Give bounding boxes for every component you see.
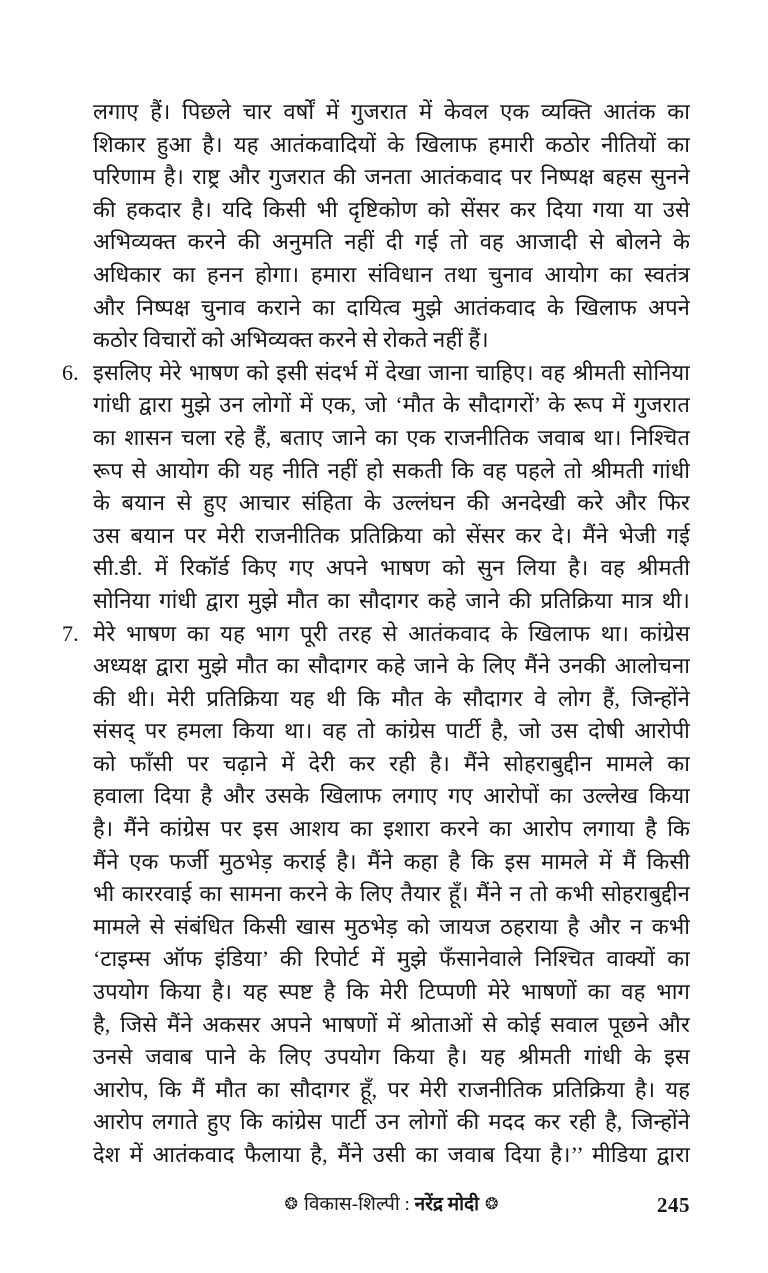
text-line: उस बयान पर मेरी राजनीतिक प्रतिक्रिया को सेंसर कर दे। मैंने भेजी गई <box>93 522 690 548</box>
text-line: मेरे भाषण का यह भाग पूरी तरह से आतंकवाद के खिलाफ था। कांग्रेस <box>93 620 690 646</box>
footer-running-title <box>93 1188 690 1223</box>
numbered-paragraph <box>62 357 690 618</box>
text-line: अभिव्यक्त करने की अनुमति नहीं दी गई तो वह आजादी से बोलने के <box>93 229 690 255</box>
text-line: मामले से संबंधित किसी खास मुठभेड़ को जायज ठहराया है और न कभी <box>93 913 690 939</box>
text-line: की हकदार है। यदि किसी भी दृष्टिकोण को सेंसर कर दिया गया या उसे <box>93 196 690 222</box>
text-line: सी.डी. में रिकॉर्ड किए गए अपने भाषण को सुन लिया है। वह श्रीमती <box>93 555 690 581</box>
numbered-paragraph <box>62 618 690 1172</box>
text-line: को फाँसी पर चढ़ाने में देरी कर रही है। मैंने सोहराबुद्दीन मामले का <box>93 750 690 776</box>
page-footer <box>93 1188 690 1222</box>
paragraph-number: 7. <box>62 620 79 646</box>
text-line: उपयोग किया है। यह स्पष्ट है कि मेरी टिप्पणी मेरे भाषणों का वह भाग <box>93 979 690 1005</box>
text-line: भी काररवाई का सामना करने के लिए तैयार हूँ। मैंने न तो कभी सोहराबुद्दीन <box>93 881 690 907</box>
text-line: है। मैंने कांग्रेस पर इस आशय का इशारा करने का आरोप लगाया है कि <box>93 816 690 842</box>
text-line: गांधी द्वारा मुझे उन लोगों में एक, जो ‘मौत के सौदागरों’ के रूप में गुजरात <box>93 392 690 418</box>
text-line: देश में आतंकवाद फैलाया है, मैंने उसी का जवाब दिया है।’’ मीडिया द्वारा <box>93 1142 690 1167</box>
text-line: ‘टाइम्स ऑफ इंडिया’ की रिपोर्ट में मुझे फँसानेवाले निश्चित वाक्यों का <box>93 946 690 972</box>
text-line: रूप से आयोग की यह नीति नहीं हो सकती कि वह पहले तो श्रीमती गांधी <box>93 457 690 483</box>
text-line: अधिकार का हनन होगा। हमारा संविधान तथा चुनाव आयोग का स्वतंत्र <box>93 261 690 287</box>
text-line: है, जिसे मैंने अकसर अपने भाषणों में श्रोताओं से कोई सवाल पूछने और <box>93 1011 690 1037</box>
continuation-paragraph <box>93 96 690 357</box>
text-line: आरोप, कि मैं मौत का सौदागर हूँ, पर मेरी राजनीतिक प्रतिक्रिया है। यह <box>93 1076 690 1102</box>
text-line: और निष्पक्ष चुनाव कराने का दायित्व मुझे आतंकवाद के खिलाफ अपने <box>93 294 690 320</box>
text-line: लगाए हैं। पिछले चार वर्षों में गुजरात में केवल एक व्यक्ति आतंक का <box>93 99 690 124</box>
text-line: अध्यक्ष द्वारा मुझे मौत का सौदागर कहे जाने के लिए मैंने उनकी आलोचना <box>93 653 690 679</box>
footer-series-label: विकास-शिल्पी : <box>303 1194 410 1215</box>
text-line: कठोर विचारों को अभिव्यक्त करने से रोकते नहीं हैं। <box>93 327 489 353</box>
text-line: मैंने एक फर्जी मुठभेड़ कराई है। मैंने कहा है कि इस मामले में मैं किसी <box>93 848 690 874</box>
text-line: की थी। मेरी प्रतिक्रिया यह थी कि मौत के सौदागर वे लोग हैं, जिन्होंने <box>93 685 690 711</box>
text-line: का शासन चला रहे हैं, बताए जाने का एक राजनीतिक जवाब था। निश्चित <box>93 424 690 450</box>
text-line: संसद् पर हमला किया था। वह तो कांग्रेस पार्टी है, जो उस दोषी आरोपी <box>93 718 690 744</box>
text-line: शिकार हुआ है। यह आतंकवादियों के खिलाफ हमारी कठोर नीतियों का <box>93 131 690 157</box>
ornament-icon: ❂ <box>284 1196 298 1213</box>
ornament-icon: ❂ <box>485 1196 499 1213</box>
text-line: परिणाम है। राष्ट्र और गुजरात की जनता आतंकवाद पर निष्पक्ष बहस सुनने <box>93 164 690 190</box>
text-line: आरोप लगाते हुए कि कांग्रेस पार्टी उन लोगों की मदद कर रही है, जिन्होंने <box>93 1109 690 1135</box>
text-line: इसलिए मेरे भाषण को इसी संदर्भ में देखा जाना चाहिए। वह श्रीमती सोनिया <box>93 359 690 385</box>
text-line: हवाला दिया है और उसके खिलाफ लगाए गए आरोपों का उल्लेख किया <box>93 783 690 809</box>
page-number: 245 <box>657 1193 690 1217</box>
footer-book-title: नरेंद्र मोदी <box>414 1194 480 1215</box>
text-line: के बयान से हुए आचार संहिता के उल्लंघन की अनदेखी करे और फिर <box>93 490 690 516</box>
text-column <box>62 96 690 1172</box>
text-line: सोनिया गांधी द्वारा मुझे मौत का सौदागर कहे जाने की प्रतिक्रिया मात्र थी। <box>93 587 690 613</box>
paragraph-number: 6. <box>62 359 79 385</box>
text-line: उनसे जवाब पाने के लिए उपयोग किया है। यह श्रीमती गांधी के इस <box>93 1044 690 1070</box>
